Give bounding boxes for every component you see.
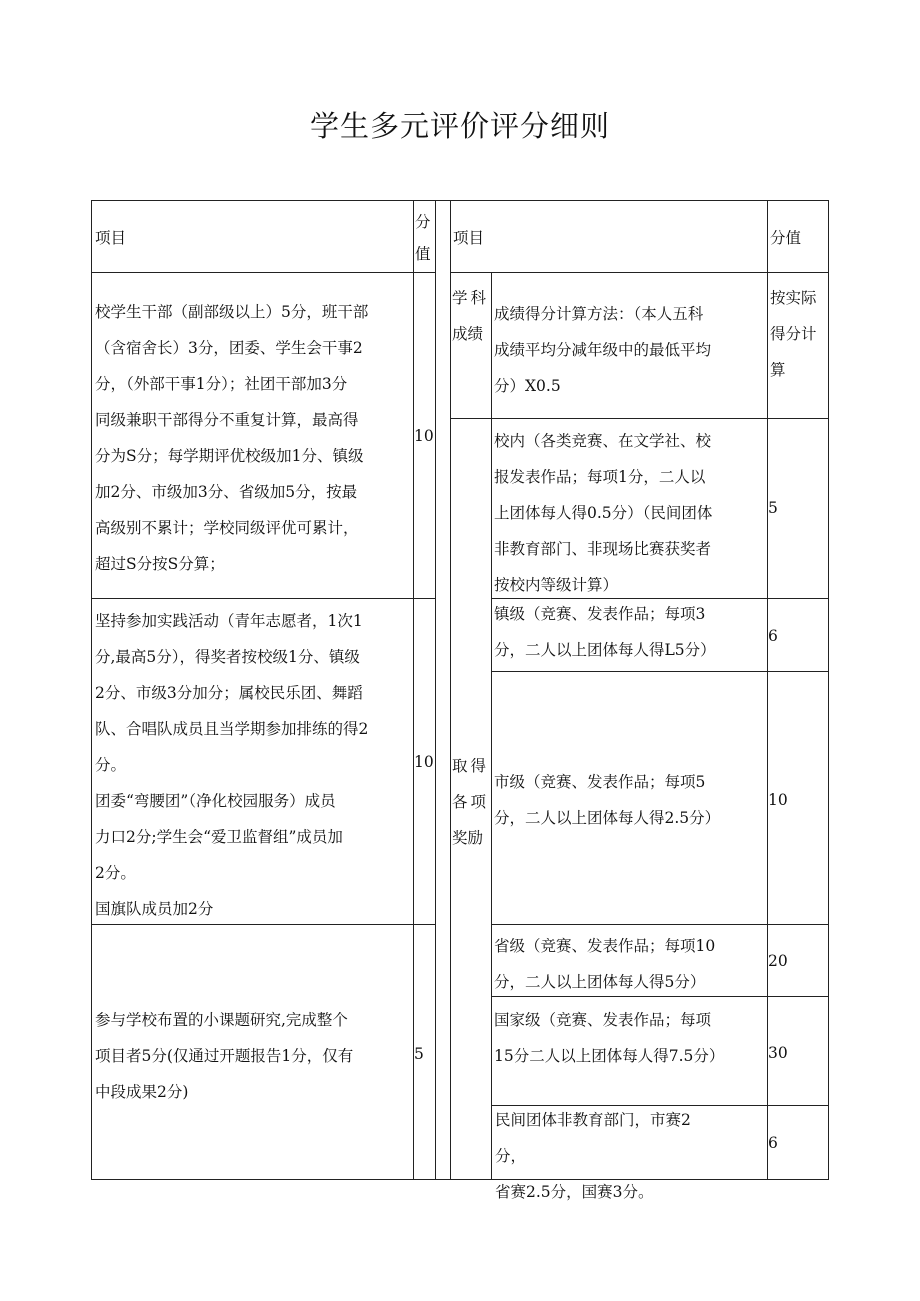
academic-score [767, 280, 828, 388]
award-city-desc [491, 764, 767, 836]
text-line: 15分二人以上团体每人得7.5分） [494, 1047, 725, 1065]
award-school-score: 5 [768, 499, 778, 517]
text-line: 分,最高5分），得奖者按校级1分、镇级 [95, 648, 360, 666]
text-line: 坚持参加实践活动（青年志愿者，1次1 [95, 612, 363, 630]
text-line: 超过S分按S分算； [95, 555, 225, 573]
award-folk-score: 6 [768, 1134, 778, 1152]
row-divider [450, 418, 829, 419]
award-town-score: 6 [768, 627, 778, 645]
text-line: 分，（外部干事1分）；社团干部加3分 [95, 375, 348, 393]
academic-desc [491, 296, 767, 404]
text-line: 学科 [452, 289, 490, 307]
left-row-1-score: 10 [414, 427, 434, 445]
text-line: 成绩平均分减年级中的最低平均 [494, 341, 712, 359]
header-right-score: 分值 [770, 229, 802, 247]
left-row-2-score: 10 [414, 753, 434, 771]
text-line: 分，二人以上团体每人得5分） [494, 973, 706, 991]
text-line: 同级兼职干部得分不重复计算，最高得 [95, 411, 359, 429]
text-line: 各项 [452, 793, 490, 811]
award-school-desc [491, 423, 767, 603]
text-line: 2分、市级3分加分；属校民乐团、舞蹈 [95, 684, 363, 702]
left-row-3-score: 5 [414, 1045, 424, 1063]
header-divider-left [91, 272, 435, 273]
text-line: 上团体每人得0.5分）（民间团体 [494, 504, 713, 522]
award-folk-clip [492, 1106, 767, 1201]
text-line: 项目者5分(仅通过开题报告1分，仅有 [95, 1047, 354, 1065]
award-town-desc [491, 596, 767, 668]
text-line: 民间团体非教育部门，市赛2 [495, 1111, 691, 1129]
table-border-right [828, 200, 829, 1180]
header-left-score-line: 值 [415, 245, 431, 263]
right-category-awards [451, 748, 491, 856]
text-line: 分为S分；每学期评优校级加1分、镇级 [95, 447, 364, 465]
page-title: 学生多元评价评分细则 [309, 109, 610, 143]
text-line: 高级别不累计；学校同级评优可累计， [95, 519, 359, 537]
award-national-desc [491, 1002, 767, 1074]
award-city-score: 10 [768, 791, 788, 809]
text-line: 报发表作品；每项1分，二人以 [494, 468, 706, 486]
text-line: 分，二人以上团体每人得2.5分） [494, 809, 721, 827]
text-line: 加2分、市级加3分、省级加5分，按最 [95, 483, 358, 501]
text-line: 力口2分;学生会“爱卫监督组”成员加 [95, 828, 343, 846]
text-line: 校学生干部（副部级以上）5分，班干部 [95, 303, 369, 321]
text-line: 取得 [452, 757, 490, 775]
text-line: 镇级（竞赛、发表作品；每项3 [494, 605, 706, 623]
award-folk-desc [492, 1102, 767, 1210]
table-border-top [91, 200, 829, 201]
header-left-score-line: 分 [415, 213, 431, 231]
text-line: 省级（竞赛、发表作品；每项10 [494, 937, 716, 955]
text-line: 按校内等级计算） [494, 576, 619, 594]
text-line: 分，二人以上团体每人得L5分） [494, 641, 716, 659]
text-line: 2分。 [95, 864, 136, 882]
right-category-academic [451, 280, 491, 352]
header-right-item: 项目 [453, 229, 485, 247]
award-national-score: 30 [768, 1044, 788, 1062]
header-left-score [413, 206, 437, 270]
text-line: 队、合唱队成员且当学期参加排练的得2 [95, 720, 369, 738]
row-divider [491, 924, 829, 925]
left-row-1-desc [92, 294, 413, 582]
left-row-3-desc [92, 1002, 413, 1110]
text-line: 中段成果2分) [95, 1083, 189, 1101]
text-line: 市级（竞赛、发表作品；每项5 [494, 773, 706, 791]
left-row-2-desc [92, 603, 413, 927]
column-divider [413, 200, 414, 1180]
text-line: 非教育部门、非现场比赛获奖者 [494, 540, 712, 558]
text-line: 参与学校布置的小课题研究,完成整个 [95, 1011, 348, 1029]
text-line: 成绩 [452, 325, 484, 343]
text-line: 国家级（竞赛、发表作品；每项 [494, 1011, 712, 1029]
text-line: 国旗队成员加2分 [95, 900, 214, 918]
row-divider [491, 671, 829, 672]
column-divider [435, 200, 436, 1180]
text-line: 成绩得分计算方法：（本人五科 [494, 305, 704, 323]
text-line: 分。 [95, 756, 127, 774]
text-line: 分）X0.5 [494, 377, 561, 395]
row-divider [91, 598, 435, 599]
text-line: （含宿舍长）3分，团委、学生会干事2 [95, 339, 363, 357]
text-line: 奖励 [452, 829, 484, 847]
text-line: 算 [770, 361, 786, 379]
header-left-item: 项目 [95, 229, 127, 247]
award-province-desc [491, 928, 767, 1000]
award-province-score: 20 [768, 952, 788, 970]
header-divider-right [450, 272, 829, 273]
text-line: 得分计 [770, 325, 817, 343]
text-line: 按实际 [770, 289, 817, 307]
text-line: 分， [495, 1147, 527, 1165]
text-line: 省赛2.5分，国赛3分。 [495, 1183, 654, 1201]
text-line: 校内（各类竞赛、在文学社、校 [494, 432, 712, 450]
text-line: 团委“弯腰团”（净化校园服务）成员 [95, 792, 336, 810]
